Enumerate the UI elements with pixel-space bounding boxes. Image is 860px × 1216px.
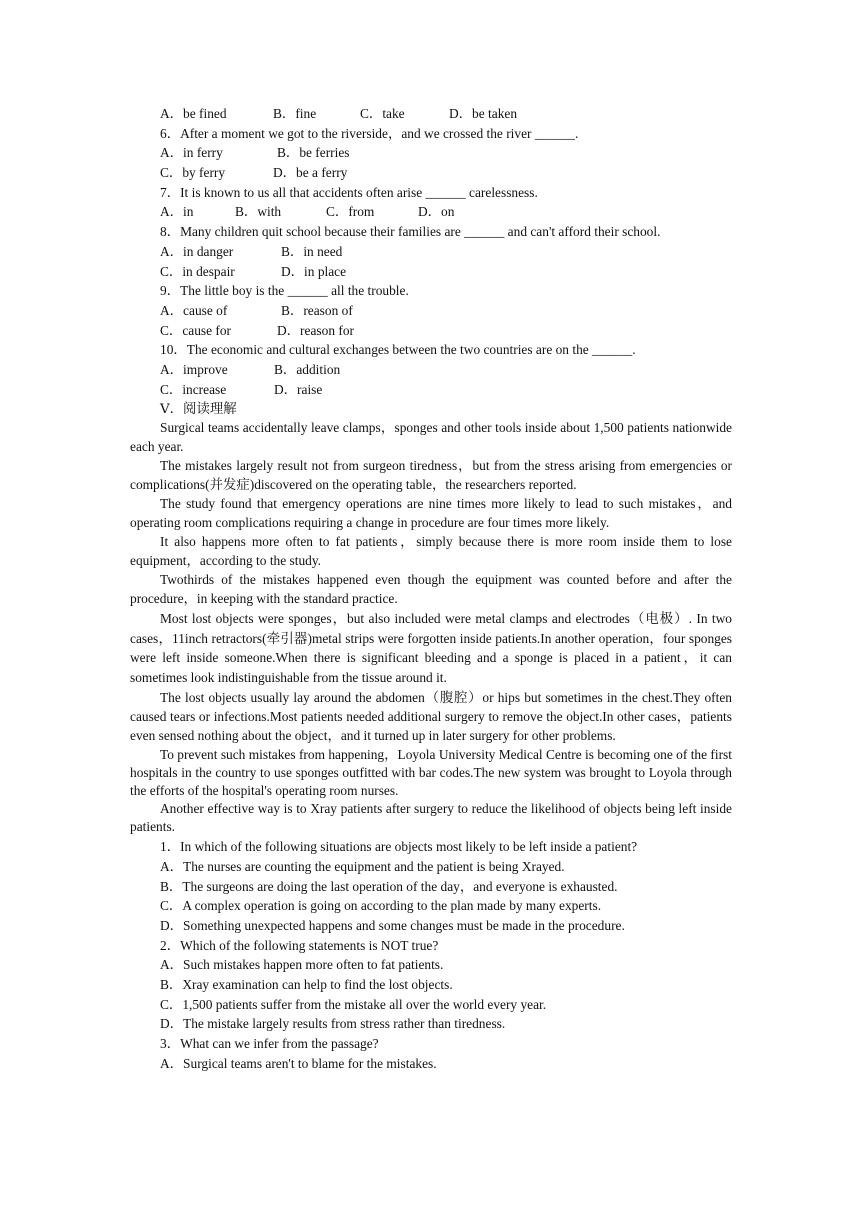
q5-option-b: B．fine — [273, 106, 317, 121]
q5-options — [130, 104, 732, 124]
rq3-option-a: A．Surgical teams aren't to blame for the mistakes. — [160, 1055, 437, 1071]
q9-stem: 9．The little boy is the ______ all the trouble. — [160, 283, 409, 299]
q10-option-b: B．addition — [274, 361, 341, 377]
q6-option-d: D．be a ferry — [273, 165, 348, 181]
q10-option-c: C．increase — [160, 381, 227, 397]
q8-option-a: A．in danger — [160, 243, 234, 259]
q5-option-d: D．be taken — [449, 106, 518, 121]
q8-stem: 8．Many children quit school because their families are ______ and can't afford their school. — [160, 224, 661, 240]
rq1-option-a: A．The nurses are counting the equipment and the patient is being Xrayed. — [160, 858, 565, 874]
rq1-option-d: D．Something unexpected happens and some changes must be made in the procedure. — [160, 918, 625, 934]
q9-options-row2 — [130, 321, 732, 341]
q6-option-b: B．be ferries — [277, 145, 350, 161]
rq2-option-b: B．Xray examination can help to find the lost objects. — [160, 977, 453, 993]
passage-paragraph-9: Another effective way is to Xray patients after surgery to reduce the likelihood of objects being left inside patients. — [130, 801, 732, 834]
rq2-stem: 2．Which of the following statements is NOT true? — [160, 937, 439, 953]
rq1-option-b: B．The surgeons are doing the last operation of the day，and everyone is exhausted. — [160, 878, 618, 894]
rq3-stem: 3．What can we infer from the passage? — [160, 1036, 379, 1052]
rq2-option-c: C．1,500 patients suffer from the mistake all over the world every year. — [160, 996, 547, 1012]
q10-option-d: D．raise — [274, 381, 323, 397]
q8-options-row1 — [130, 242, 732, 262]
q8-option-b: B．in need — [281, 243, 343, 259]
q9-options-row1 — [130, 301, 732, 321]
q7-stem: 7．It is known to us all that accidents often arise ______ carelessness. — [160, 184, 538, 200]
passage-paragraph-5: Twothirds of the mistakes happened even though the equipment was counted before and after the procedure，in keeping with the standard practice. — [130, 572, 732, 606]
passage-paragraph-2: The mistakes largely result not from surgeon tiredness，but from the stress arising from emergencies or complications(并发症)discovered on the operating table，the researchers reported. — [130, 458, 732, 492]
rq1-stem: 1．In which of the following situations are objects most likely to be left inside a patient? — [160, 839, 638, 855]
q8-option-d: D．in place — [281, 263, 347, 279]
q9-option-a: A．cause of — [160, 302, 228, 318]
passage-paragraph-7: The lost objects usually lay around the abdomen（腹腔）or hips but sometimes in the chest.They often caused tears or infections.Most patients needed additional surgery to remove the object.In other cases，patients even sensed nothing about the object，and it turned up in later surgery for other problems. — [130, 689, 732, 744]
q10-options-row1 — [130, 360, 732, 380]
q5-option-c: C．take — [360, 106, 405, 121]
passage-paragraph-8: To prevent such mistakes from happening，Loyola University Medical Centre is becoming one of the first hospitals in the country to use sponges outfitted with bar codes.The new system was brought to Loyola through the efforts of the hospital's operating room nurses. — [130, 746, 732, 799]
reading-passage — [130, 419, 732, 835]
q10-stem: 10．The economic and cultural exchanges between the two countries are on the ______. — [160, 342, 636, 358]
q8-option-c: C．in despair — [160, 263, 235, 279]
q6-stem: 6．After a moment we got to the riverside，and we crossed the river ______. — [160, 125, 579, 141]
q7-option-d: D．on — [418, 204, 455, 220]
q9-option-d: D．reason for — [277, 322, 354, 338]
q7-option-b: B．with — [235, 204, 282, 220]
q10-options-row2 — [130, 380, 732, 400]
passage-paragraph-3: The study found that emergency operations are nine times more likely to lead to such mistakes，and operating room complications requiring a change in procedure are four times more likely. — [130, 496, 732, 530]
q6-option-a: A．in ferry — [160, 145, 223, 161]
q7-option-c: C．from — [326, 204, 375, 220]
passage-paragraph-4: It also happens more often to fat patients，simply because there is more room inside them to lose equipment，according to the study. — [130, 534, 732, 568]
q5-option-a: A．be fined — [160, 106, 227, 121]
q6-options-row1 — [130, 143, 732, 163]
document-page — [130, 104, 732, 1074]
q6-options-row2 — [130, 163, 732, 183]
section-title: Ⅴ．阅读理解 — [160, 401, 237, 417]
rq2-option-a: A．Such mistakes happen more often to fat patients. — [160, 957, 444, 973]
q7-option-a: A．in — [160, 204, 194, 220]
q7-options — [130, 202, 732, 222]
rq2-option-d: D．The mistake largely results from stress rather than tiredness. — [160, 1016, 506, 1032]
q9-option-b: B．reason of — [281, 302, 353, 318]
q9-option-c: C．cause for — [160, 322, 232, 338]
q10-option-a: A．improve — [160, 361, 228, 377]
q8-options-row2 — [130, 262, 732, 282]
q6-option-c: C．by ferry — [160, 165, 226, 181]
rq1-option-c: C．A complex operation is going on according to the plan made by many experts. — [160, 898, 602, 914]
passage-paragraph-1: Surgical teams accidentally leave clamps，sponges and other tools inside about 1,500 patients nationwide each year. — [130, 420, 732, 454]
passage-paragraph-6: Most lost objects were sponges，but also included were metal clamps and electrodes（电极）. In two cases，11inch retractors(牵引器)metal strips were forgotten inside patients.In another operation，four sponges were left inside someone.When there is significant bleeding and a sponge is placed in a patient，it can sometimes look indistinguishable from the tissue around it. — [130, 611, 732, 685]
